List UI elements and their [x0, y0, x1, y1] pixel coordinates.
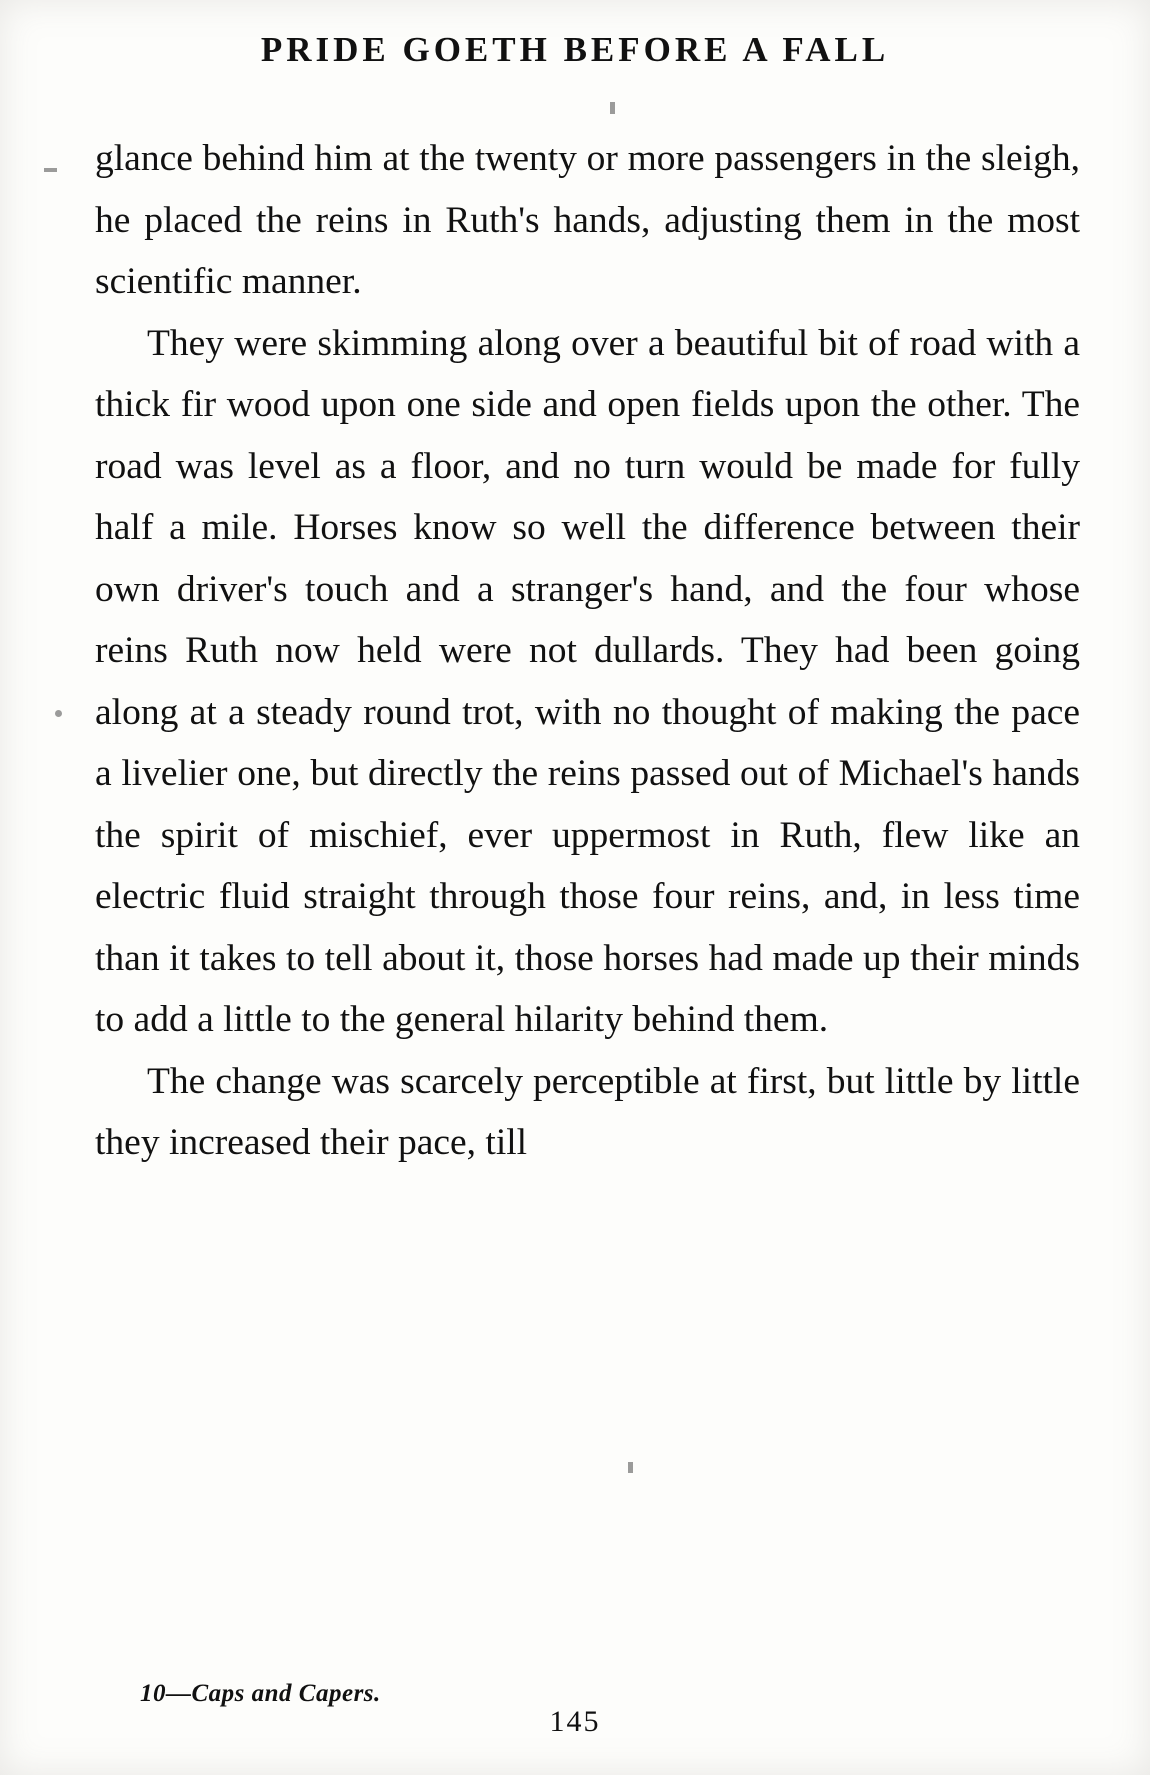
signature-mark: 10—Caps and Capers.: [140, 1680, 381, 1707]
page-number: 145: [549, 1705, 601, 1738]
scan-speck: [55, 710, 62, 717]
scan-speck: [44, 168, 57, 172]
running-head: PRIDE GOETH BEFORE A FALL: [260, 30, 890, 69]
paragraph: The change was scarcely perceptible at first, but little by little they increased their pace, till: [95, 1060, 1080, 1163]
paragraph: glance behind him at the twenty or more passengers in the sleigh, he placed the reins in Ruth's hands, adjusting them in the most scientific manner.: [95, 138, 1080, 302]
page-body: [95, 128, 1080, 1174]
scan-speck: [610, 102, 615, 114]
scan-speck: [628, 1462, 633, 1473]
paragraph: They were skimming along over a beautiful bit of road with a thick fir wood upon one side and open fields upon the other. The road was level as a floor, and no turn would be made for fully half a mile. Horses know so well the difference between their own driver's touch and a stranger's hand, and the four whose reins Ruth now held were not dullards. They had been going along at a steady round trot, with no thought of making the pace a livelier one, but directly the reins passed out of Michael's hands the spirit of mischief, ever uppermost in Ruth, flew like an electric fluid straight through those four reins, and, in less time than it takes to tell about it, those horses had made up their minds to add a little to the general hilarity behind them.: [95, 322, 1080, 1040]
